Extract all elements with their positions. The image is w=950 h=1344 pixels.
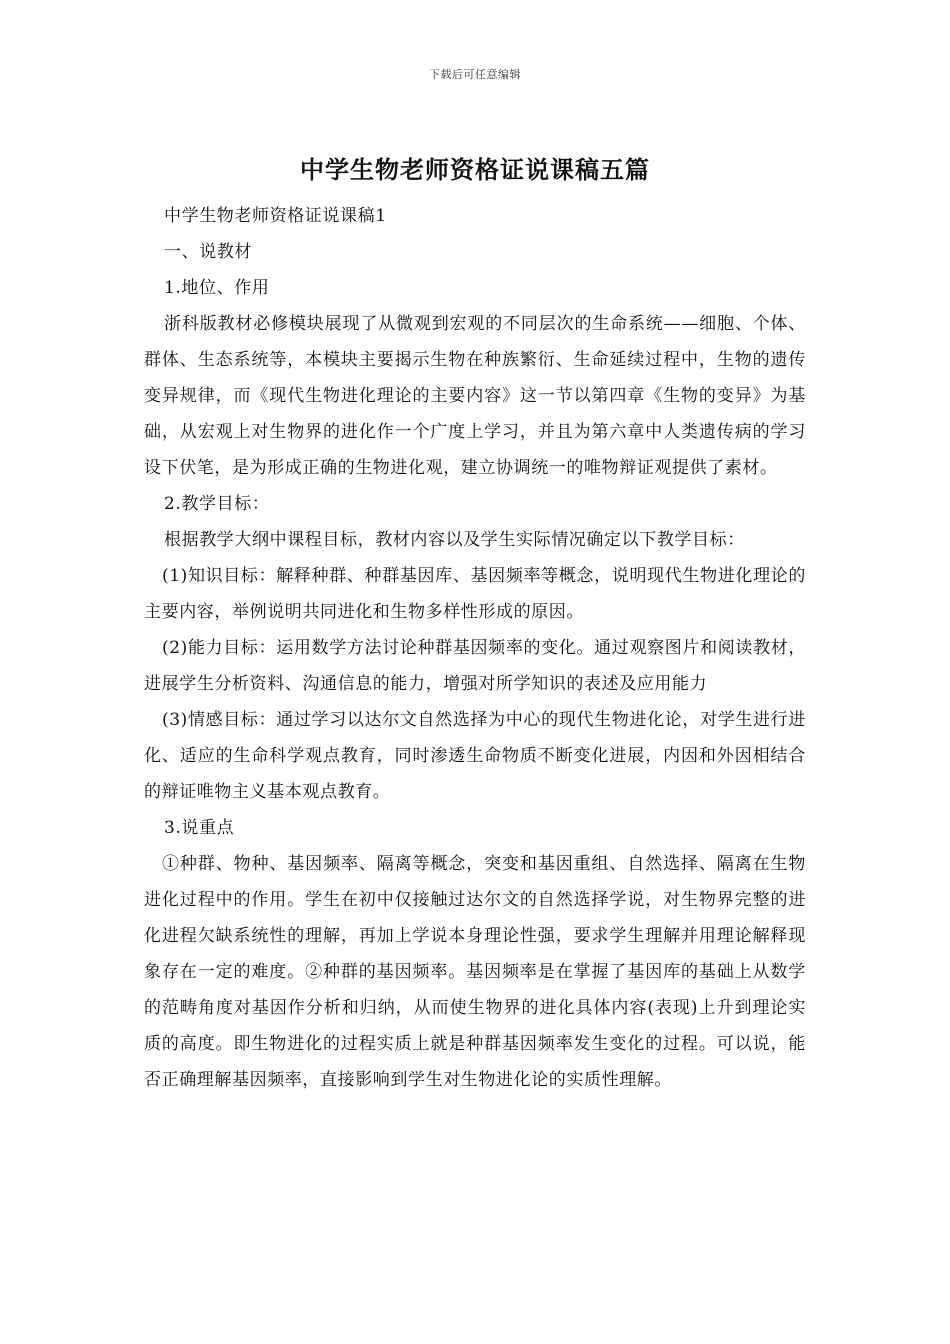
body-paragraph: 浙科版教材必修模块展现了从微观到宏观的不同层次的生命系统——细胞、个体、群体、生态系统等，本模块主要揭示生物在种族繁衍、生命延续过程中，生物的遗传变异规律，而《现代生物进化理论的主要内容》这一节以第四章《生物的变异》为基础，从宏观上对生物界的进化作一个广度上学习，并且为第六章中人类遗传病的学习设下伏笔，是为形成正确的生物进化观，建立协调统一的唯物辩证观提供了素材。 xyxy=(144,314,806,478)
objective-item: (3)情感目标：通过学习以达尔文自然选择为中心的现代生物进化论，对学生进行进化、适应的生命科学观点教育，同时渗透生命物质不断变化进展，内因和外因相结合的辩证唯物主义基本观点教育。 xyxy=(144,710,806,802)
section-heading: 一、说教材 xyxy=(164,242,252,262)
document-body xyxy=(144,198,806,1098)
body-paragraph: ①种群、物种、基因频率、隔离等概念，突变和基因重组、自然选择、隔离在生物进化过程中的作用。学生在初中仅接触过达尔文的自然选择学说，对生物界完整的进化进程欠缺系统性的理解，再加上学说本身理论性强，要求学生理解并用理论解释现象存在一定的难度。②种群的基因频率。基因频率是在掌握了基因库的基础上从数学的范畴角度对基因作分析和归纳，从而使生物界的进化具体内容(表现)上升到理论实质的高度。即生物进化的过程实质上就是种群基因频率发生变化的过程。可以说，能否正确理解基因频率，直接影响到学生对生物进化论的实质性理解。 xyxy=(144,854,806,1090)
body-paragraph: 根据教学大纲中课程目标，教材内容以及学生实际情况确定以下教学目标： xyxy=(164,530,745,550)
subsection-heading: 2.教学目标： xyxy=(164,494,270,514)
objective-item: (1)知识目标：解释种群、种群基因库、基因频率等概念，说明现代生物进化理论的主要内容，举例说明共同进化和生物多样性形成的原因。 xyxy=(144,566,806,622)
section-heading: 中学生物老师资格证说课稿1 xyxy=(164,206,387,226)
document-title: 中学生物老师资格证说课稿五篇 xyxy=(300,155,650,184)
header-note: 下载后可任意编辑 xyxy=(429,68,521,81)
objective-item: (2)能力目标：运用数学方法讨论种群基因频率的变化。通过观察图片和阅读教材，进展学生分析资料、沟通信息的能力，增强对所学知识的表述及应用能力 xyxy=(144,638,806,694)
subsection-heading: 3.说重点 xyxy=(164,818,235,838)
subsection-heading: 1.地位、作用 xyxy=(164,278,270,298)
